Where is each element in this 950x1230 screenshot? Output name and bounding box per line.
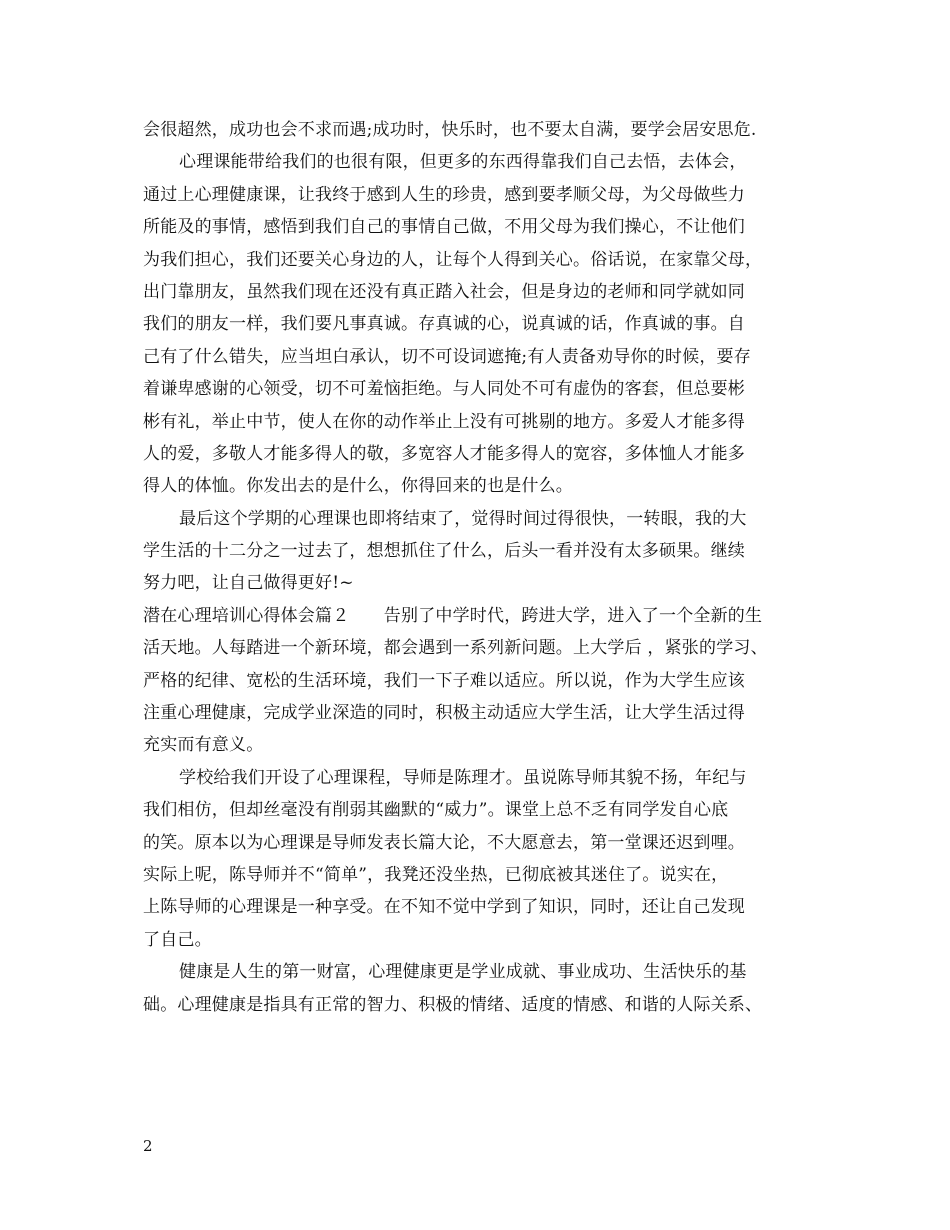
text-line: 健康是人生的第一财富，心理健康更是学业成就、事业成功、生活快乐的基 [179,962,747,983]
text-line: 会很超然，成功也会不求而遇;成功时，快乐时，也不要太自满，要学会居安思危. [143,120,757,140]
text-line: 着谦卑感谢的心领受，切不可羞恼拒绝。与人同处不可有虚伪的客套，但总要彬 [143,379,745,400]
text-line: 严格的纪律、宽松的生活环境，我们一下子难以适应。所以说，作为大学生应该 [143,670,745,691]
text-line: 所能及的事情，感悟到我们自己的事情自己做，不用父母为我们操心，不让他们 [143,217,745,238]
text-line: 潜在心理培训心得体会篇２ 告别了中学时代，跨进大学，进入了一个全新的生 [143,605,763,626]
text-line: 为我们担心，我们还要关心身边的人，让每个人得到关心。俗话说，在家靠父母， [143,249,763,270]
text-line: 学校给我们开设了心理课程，导师是陈理才。虽说陈导师其貌不扬，年纪与 [179,767,747,788]
text-line: 通过上心理健康课，让我终于感到人生的珍贵，感到要孝顺父母，为父母做些力 [143,184,745,205]
text-line: 的笑。原本以为心理课是导师发表长篇大论，不大愿意去，第一堂课还迟到哩。 [143,832,745,853]
page-number: 2 [143,1137,153,1155]
text-line: 我们相仿，但却丝毫没有削弱其幽默的“威力”。课堂上总不乏有同学发自心底 [143,800,729,821]
text-line: 人的爱，多敬人才能多得人的敬，多宽容人才能多得人的宽容，多体恤人才能多 [143,443,745,464]
text-line: 得人的体恤。你发出去的是什么，你得回来的也是什么。 [143,476,573,497]
text-line: 注重心理健康，完成学业深造的同时，积极主动适应大学生活，让大学生活过得 [143,703,745,724]
text-line: 最后这个学期的心理课也即将结束了，觉得时间过得很快，一转眼，我的大 [179,508,747,529]
text-line: 彬有礼，举止中节，使人在你的动作举止上没有可挑剔的地方。多爱人才能多得 [143,411,745,432]
text-line: 努力吧，让自己做得更好!~ [143,573,354,594]
text-line: 我们的朋友一样，我们要凡事真诚。存真诚的心，说真诚的话，作真诚的事。自 [143,314,745,335]
text-line: 己有了什么错失，应当坦白承认，切不可设词遮掩;有人责备劝导你的时候，要存 [143,346,751,367]
text-line: 了自己。 [143,929,212,950]
body-text [143,114,833,1021]
text-line: 活天地。人每踏进一个新环境，都会遇到一系列新问题。上大学后 ，紧张的学习、 [143,638,768,659]
text-line: 出门靠朋友，虽然我们现在还没有真正踏入社会，但是身边的老师和同学就如同 [143,281,745,302]
text-line: 实际上呢，陈导师并不“简单”，我凳还没坐热，已彻底被其迷住了。说实在， [143,864,729,885]
text-line: 学生活的十二分之一过去了，想想抓住了什么，后头一看并没有太多硕果。继续 [143,541,745,562]
text-line: 充实而有意义。 [143,735,264,756]
text-line: 上陈导师的心理课是一种享受。在不知不觉中学到了知识，同时，还让自己发现 [143,897,745,918]
text-line: 础。心理健康是指具有正常的智力、积极的情绪、适度的情感、和谐的人际关系、 [143,994,763,1015]
text-line: 心理课能带给我们的也很有限，但更多的东西得靠我们自己去悟，去体会， [179,152,747,173]
